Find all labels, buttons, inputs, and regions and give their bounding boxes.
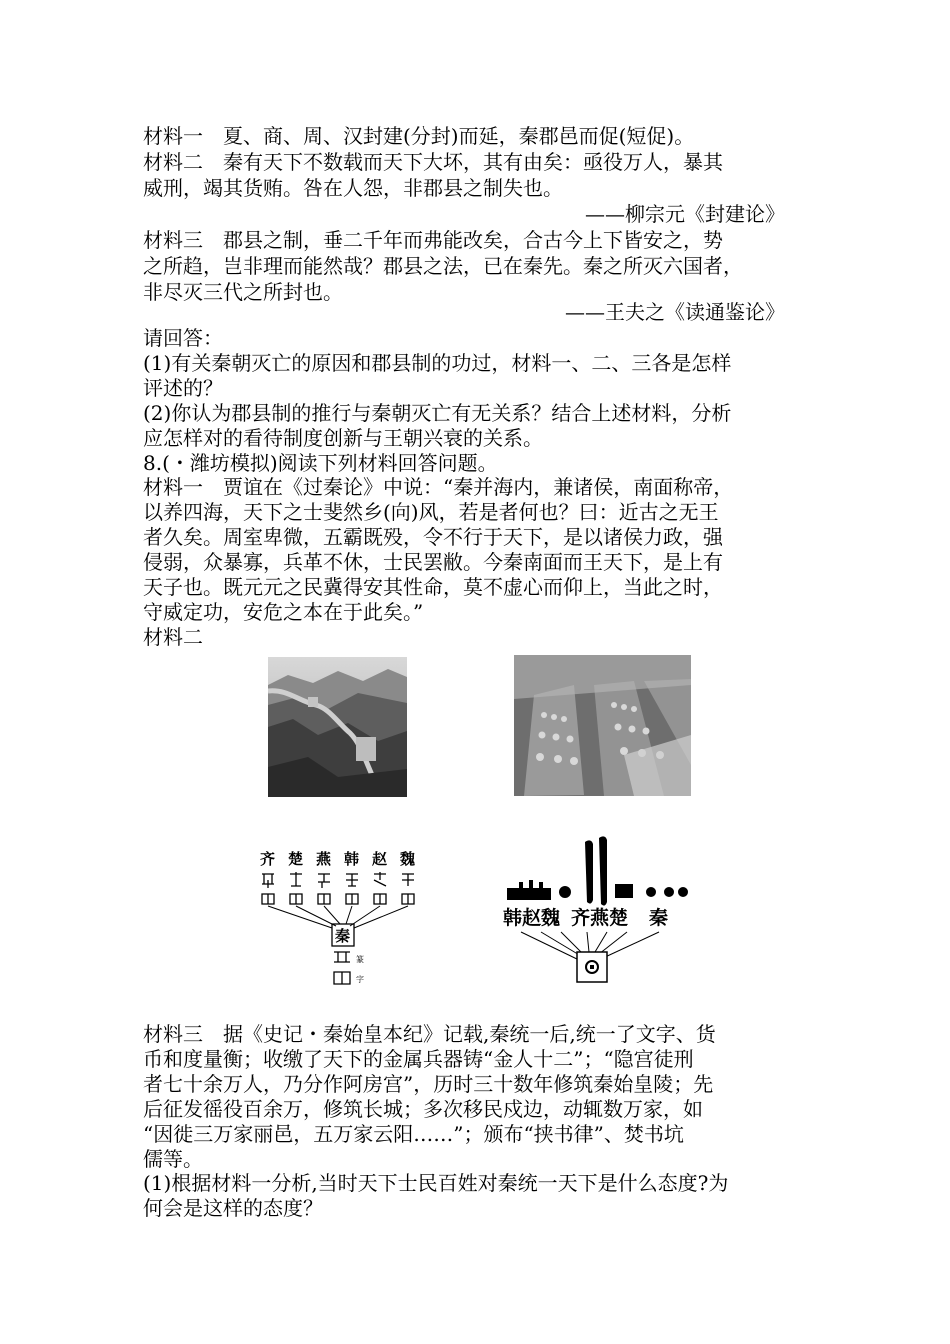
terracotta-army-image xyxy=(514,655,691,796)
connector-lines xyxy=(268,906,408,928)
text-line: 币和度量衡；收缴了天下的金属兵器铸“金人十二”；“隐宫徒刑 xyxy=(143,1047,694,1071)
text-line: 材料二 xyxy=(143,625,203,649)
states-label-left: 韩赵魏 xyxy=(503,907,561,929)
text-line: 天子也。既元元之民冀得安其性命，莫不虚心而仰上，当此之时， xyxy=(143,575,723,599)
text-line: 材料三 郡县之制，垂二千年而弗能改矣，合古今上下皆安之，势 xyxy=(143,228,723,252)
text-line: 者久矣。周室卑微，五霸既殁，令不行于天下，是以诸侯力政，强 xyxy=(143,525,723,549)
question-heading: 8.(・潍坊模拟)阅读下列材料回答问题。 xyxy=(143,451,498,475)
text-line: 以养四海，天下之士斐然乡(向)风，若是者何也？曰：近古之无王 xyxy=(143,500,719,524)
state-label: 赵 xyxy=(372,850,388,868)
state-label: 燕 xyxy=(316,850,332,868)
text-line: 请回答： xyxy=(143,326,223,350)
source-citation: ——柳宗元《封建论》 xyxy=(585,202,785,226)
small-annotation: 篆 xyxy=(356,955,364,964)
seal-script-diagram xyxy=(258,846,430,998)
seal-glyphs xyxy=(262,872,414,904)
small-annotation: 字 xyxy=(356,975,364,984)
states-label-mid: 齐燕楚 xyxy=(571,907,629,929)
terracotta-army-photo xyxy=(514,655,691,796)
state-label: 齐 xyxy=(260,850,276,868)
question-line: 何会是这样的态度？ xyxy=(143,1196,323,1220)
text-line: 者七十余万人，乃分作阿房宫”，历时三十数年修筑秦始皇陵；先 xyxy=(143,1072,714,1096)
state-label: 魏 xyxy=(400,850,416,868)
state-label: 韩 xyxy=(344,850,360,868)
text-line: 非尽灭三代之所封也。 xyxy=(143,280,343,304)
question-line: (2)你认为郡县制的推行与秦朝灭亡有无关系？结合上述材料，分析 xyxy=(143,401,732,425)
text-line: 威刑，竭其货贿。咎在人怨，非郡县之制失也。 xyxy=(143,176,563,200)
text-line: 儒等。 xyxy=(143,1147,203,1171)
states-label-right: 秦 xyxy=(649,907,669,929)
text-line: 侵弱，众暴寡，兵革不休，士民罢敝。今秦南面而王天下，是上有 xyxy=(143,550,723,574)
great-wall-image xyxy=(268,657,407,797)
text-line: 材料一 夏、商、周、汉封建(分封)而延，秦郡邑而促(短促)。 xyxy=(143,124,695,148)
question-line: (1)根据材料一分析,当时天下士民百姓对秦统一天下是什么态度?为 xyxy=(143,1171,729,1195)
question-line: (1)有关秦朝灭亡的原因和郡县制的功过，材料一、二、三各是怎样 xyxy=(143,351,732,375)
text-line: “因徙三万家丽邑，五万家云阳……”；颁布“挟书律”、焚书坑 xyxy=(143,1122,684,1146)
question-line: 应怎样对的看待制度创新与王朝兴衰的关系。 xyxy=(143,426,543,450)
great-wall-photo xyxy=(268,657,407,797)
text-line: 守威定功，安危之本在于此矣。” xyxy=(143,600,424,624)
state-label: 楚 xyxy=(288,850,304,868)
text-line: 材料二 秦有天下不数载而天下大坏，其有由矣：亟役万人，暴其 xyxy=(143,150,723,174)
source-citation: ——王夫之《读通鉴论》 xyxy=(565,300,785,324)
question-line: 评述的？ xyxy=(143,376,223,400)
coin-shapes xyxy=(507,836,688,905)
text-line: 材料一 贾谊在《过秦论》中说：“秦并海内，兼诸侯，南面称帝， xyxy=(143,475,734,499)
text-line: 后征发徭役百余万，修筑长城；多次移民戍边，动辄数万家，如 xyxy=(143,1097,703,1121)
text-line: 之所趋，岂非理而能然哉？郡县之法，已在秦先。秦之所灭六国者， xyxy=(143,254,743,278)
center-label: 秦 xyxy=(335,927,351,945)
currency-diagram xyxy=(503,832,688,1000)
text-line: 材料三 据《史记・秦始皇本纪》记载,秦统一后,统一了文字、货 xyxy=(143,1022,716,1046)
